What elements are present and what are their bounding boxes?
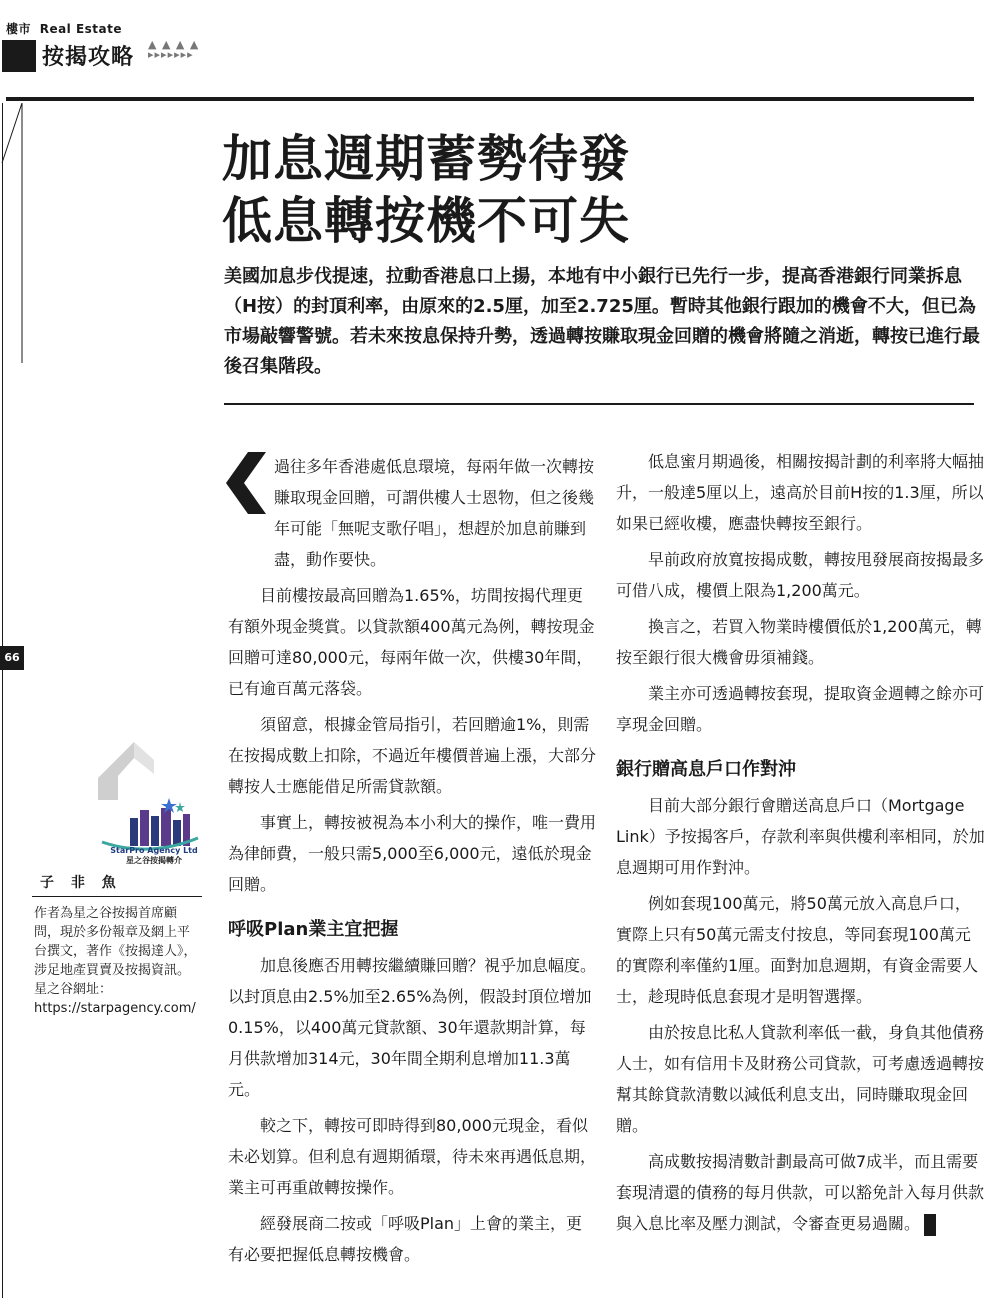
website-label: 星之谷網址： [34,982,113,997]
end-mark-icon [924,1214,936,1236]
paragraph: 由於按息比私人貸款利率低一截，身負其他債務人士，如有信用卡及財務公司貸款，可考慮透過轉按幫其餘貸款清數以減低利息支出，同時賺取現金回贈。 [616,1023,985,1135]
lead-rule [224,403,974,405]
paragraph: 經發展商二按或「呼吸Plan」上會的業主，更有必要把握低息轉按機會。 [228,1214,583,1264]
paragraph: 低息蜜月期過後，相關按揭計劃的利率將大幅抽升，一般達5厘以上，遠高於目前H按的1.3厘，所以如果已經收樓，應盡快轉按至銀行。 [616,452,985,533]
headline [222,128,982,252]
agency-name-en: StarPro Agency Ltd [110,846,198,855]
header-rule [6,97,974,101]
paragraph: 目前大部分銀行會贈送高息戶口（Mortgage Link）予按揭客戶，存款利率與供樓利率相同，於加息週期可用作對沖。 [616,796,985,877]
city-skyline-icon [130,808,190,846]
frame-diagonal [0,103,24,363]
paragraph: 事實上，轉按被視為本小利大的操作，唯一費用為律師費，一般只需5,000至6,000元，遠低於現金回贈。 [228,813,597,894]
paragraph-text: 高成數按揭清數計劃最高可做7成半，而且需要套現清還的債務的每月供款，可以豁免計入每月供款與入息比率及壓力測試，令審查更易過關。 [616,1152,985,1233]
subheading: 呼吸Plan業主宜把握 [228,919,399,940]
paragraph: 換言之，若買入物業時樓價低於1,200萬元，轉按至銀行很大機會毋須補錢。 [616,617,982,667]
paragraph: 加息後應否用轉按繼續賺回贈？視乎加息幅度。以封頂息由2.5%加至2.65%為例，假設封頂位增加0.15%，以400萬元貸款額、30年還款期計算，每月供款增加314元，30年間全期利息增加11.3萬元。 [228,956,597,1099]
paragraph: 例如套現100萬元，將50萬元放入高息戶口，實際上只有50萬元需支付按息，等同套現100萬元的實際利率僅約1厘。面對加息週期，有資金需要人士，趁現時低息套現才是明智選擇。 [616,894,979,1006]
author-rule [32,896,202,897]
paragraph: 須留意，根據金管局指引，若回贈逾1%，則需在按揭成數上扣除，不過近年樓價普遍上漲，大部分轉按人士應能借足所需貸款額。 [228,715,597,796]
paragraph: 早前政府放寬按揭成數，轉按甩發展商按揭最多可借八成，樓價上限為1,200萬元。 [616,550,985,600]
body-column-right [616,446,986,1244]
paragraph: 目前樓按最高回贈為1.65%，坊間按揭代理更有額外現金獎賞。以貸款額400萬元為例，轉按現金回贈可達80,000元，每兩年做一次，供樓30年間，已有逾百萬元落袋。 [228,586,595,698]
author-bio [34,904,202,1018]
author-bio-text: 作者為星之谷按揭首席顧問，現於多份報章及網上平台撰文，著作《按揭達人》，涉足地產買賣及按揭資訊。 [34,906,197,978]
author-name: 子 非 魚 [40,875,122,891]
headline-line-2: 低息轉按機不可失 [222,192,630,250]
star-icon [175,802,185,812]
paragraph: 業主亦可透過轉按套現，提取資金週轉之餘亦可享現金回贈。 [616,684,985,734]
website-url: https://starpagency.com/ [34,1001,196,1016]
arrow-pattern-icon: ▲ ▲ ▲ ▲ ▸▸▸▸▸▸▸ [148,38,200,61]
section-label [6,20,122,37]
paragraph: 過往多年香港處低息環境，每兩年做一次轉按賺取現金回贈，可謂供樓人士恩物，但之後幾年可能「無呢支歌仔唱」，想趕於加息前賺到盡，動作要快。 [274,457,595,569]
section-tab-block [2,40,36,72]
page-number: 66 [0,646,24,670]
section-label-en: Real Estate [39,22,123,36]
subheading: 銀行贈高息戶口作對沖 [616,759,796,780]
headline-line-1: 加息週期蓄勢待發 [222,130,630,188]
lead-paragraph: 美國加息步伐提速，拉動香港息口上揚，本地有中小銀行已先行一步，提高香港銀行同業拆息（H按）的封頂利率，由原來的2.5厘，加至2.725厘。暫時其他銀行跟加的機會不大，但已為市場敲響警號。若未來按息保持升勢，透過轉按賺取現金回贈的機會將隨之消逝，轉按已進行最後召集階段。 [224,266,980,377]
final-paragraph [616,1146,986,1239]
paragraph: 較之下，轉按可即時得到80,000元現金，看似未必划算。但利息有週期循環，待未來再遇低息期，業主可再重啟轉按操作。 [228,1116,597,1197]
section-label-zh: 樓市 [6,22,32,36]
body-column-left [228,451,598,1275]
column-name: 按揭攻略 [42,45,135,70]
agency-logo-text [104,846,204,866]
agency-name-zh: 星之谷按揭轉介 [126,856,182,865]
